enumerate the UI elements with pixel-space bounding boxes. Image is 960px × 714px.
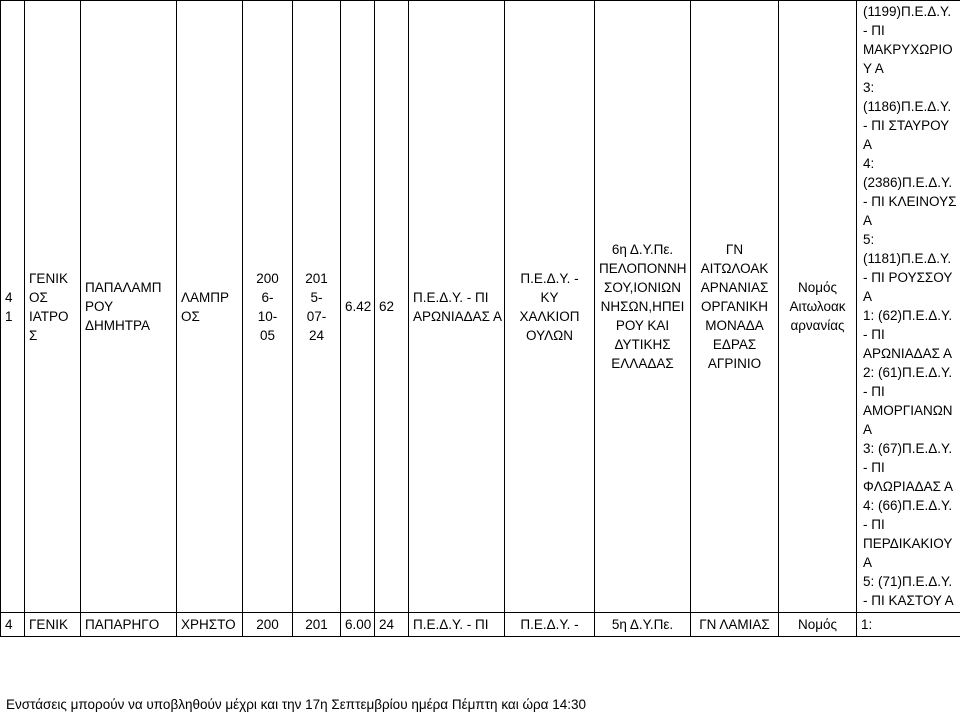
cell-date1: 200 bbox=[243, 613, 293, 637]
cell-score bbox=[341, 1, 375, 613]
cell-surname bbox=[81, 1, 177, 613]
cell-text: ΓΝ ΑΙΤΩΛΟΑΚ ΑΡΝΑΝΙΑΣ ΟΡΓΑΝΙΚΗ ΜΟΝΑΔΑ ΕΔΡΑΣ ΑΓΡΙΝΙΟ bbox=[700, 242, 769, 371]
cell-region bbox=[595, 1, 691, 613]
cell-choices: 1: bbox=[857, 613, 960, 637]
cell-hospital: ΓΝ ΛΑΜΙΑΣ bbox=[691, 613, 779, 637]
cell-score: 6.00 bbox=[341, 613, 375, 637]
cell-text: 6.42 bbox=[345, 299, 372, 314]
cell-region: 5η Δ.Υ.Πε. bbox=[595, 613, 691, 637]
cell-father bbox=[177, 1, 243, 613]
table-row bbox=[1, 1, 960, 613]
footer-note: Ενστάσεις μπορούν να υποβληθούν μέχρι και την 17η Σεπτεμβρίου ημέρα Πέμπτη και ώρα 14:30 bbox=[6, 697, 587, 712]
cell-date2: 201 bbox=[293, 613, 341, 637]
cell-prefecture: Νομός bbox=[779, 613, 857, 637]
cell-unit: Π.Ε.Δ.Υ. - ΠΙ bbox=[409, 613, 505, 637]
cell-text: Νομός Αιτωλοακ αρνανίας bbox=[789, 280, 846, 333]
cell-text: 4 1 bbox=[5, 289, 13, 324]
cell-months bbox=[375, 1, 409, 613]
cell-type bbox=[25, 1, 81, 613]
cell-type: ΓΕΝΙΚ bbox=[25, 613, 81, 637]
cell-text: ΛΑΜΠΡ ΟΣ bbox=[181, 289, 230, 324]
cell-father: ΧΡΗΣΤΟ bbox=[177, 613, 243, 637]
cell-surname: ΠΑΠΑΡΗΓΟ bbox=[81, 613, 177, 637]
cell-text: ΓΕΝΙΚ ΟΣ ΙΑΤΡΟ Σ bbox=[29, 270, 69, 343]
cell-text: 200 6- 10- 05 bbox=[256, 270, 279, 343]
cell-date2 bbox=[293, 1, 341, 613]
cell-num bbox=[1, 1, 25, 613]
cell-hospital bbox=[691, 1, 779, 613]
cell-text: 6η Δ.Υ.Πε. ΠΕΛΟΠΟΝΝΗ ΣΟΥ,ΙΟΝΙΩΝ ΝΗΣΩΝ,ΗΠΕΙ ΡΟΥ ΚΑΙ ΔΥΤΙΚΗΣ ΕΛΛΑΔΑΣ bbox=[599, 242, 687, 371]
cell-text: Π.Ε.Δ.Υ. - ΠΙ ΑΡΩΝΙΑΔΑΣ Α bbox=[413, 289, 502, 324]
cell-text: Π.Ε.Δ.Υ. - ΚΥ ΧΑΛΚΙΟΠ ΟΥΛΩΝ bbox=[519, 270, 580, 343]
cell-text: ΠΑΠΑΛΑΜΠ ΡΟΥ ΔΗΜΗΤΡΑ bbox=[85, 280, 162, 333]
cell-prefecture bbox=[779, 1, 857, 613]
cell-unit bbox=[409, 1, 505, 613]
cell-text: (1199)Π.Ε.Δ.Υ. - ΠΙ ΜΑΚΡΥΧΩΡΙΟ Υ Α 3: (1186)Π.Ε.Δ.Υ. - ΠΙ ΣΤΑΥΡΟΥ Α 4: (2386)Π.Ε.Δ.Υ. - ΠΙ ΚΛΕΙΝΟΥΣ Α 5: (1181)Π.Ε.Δ.Υ. - ΠΙ ΡΟΥΣΣΟΥ Α 1: (62)Π.Ε.Δ.Υ. - ΠΙ ΑΡΩΝΙΑΔΑΣ Α 2: (61)Π.Ε.Δ.Υ. - ΠΙ ΑΜΟΡΓΙΑΝΩΝ Α 3: (67)Π.Ε.Δ.Υ. - ΠΙ ΦΛΩΡΙΑΔΑΣ Α 4: (66)Π.Ε.Δ.Υ. - ΠΙ ΠΕΡΔΙΚΑΚΙΟΥ Α 5: (71)Π.Ε.Δ.Υ. - ΠΙ ΚΑΣΤΟΥ Α bbox=[863, 4, 957, 608]
cell-months: 24 bbox=[375, 613, 409, 637]
cell-num: 4 bbox=[1, 613, 25, 637]
cell-choices bbox=[857, 1, 960, 613]
cell-date1 bbox=[243, 1, 293, 613]
cell-text: 62 bbox=[379, 299, 395, 314]
table-row bbox=[1, 613, 960, 637]
cell-text: 201 5- 07- 24 bbox=[305, 270, 328, 343]
cell-unit2 bbox=[505, 1, 595, 613]
cell-unit2: Π.Ε.Δ.Υ. - bbox=[505, 613, 595, 637]
